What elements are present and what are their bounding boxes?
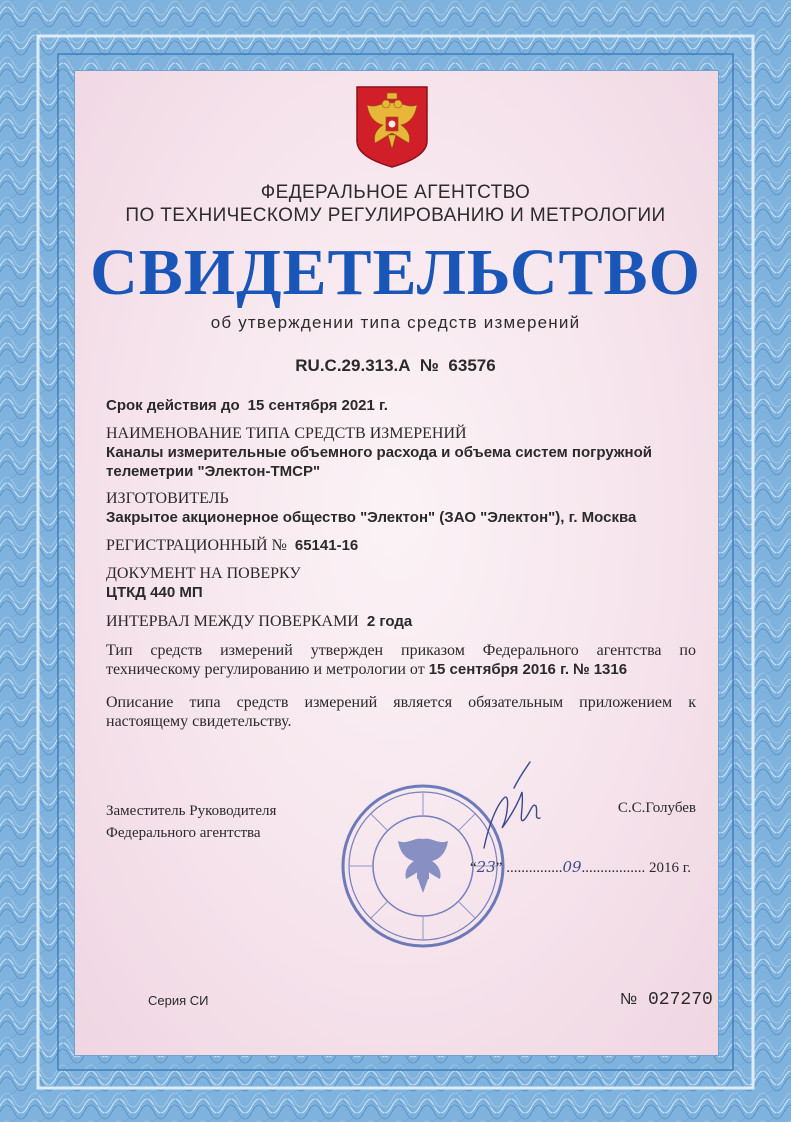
approval-order-sign: №: [572, 661, 590, 678]
registration-row: [106, 536, 696, 555]
verification-document-label: ДОКУМЕНТ НА ПОВЕРКУ: [106, 565, 301, 582]
date-dots-1: ...............: [506, 860, 563, 876]
verification-interval-value: 2 года: [366, 613, 413, 630]
signatory-name: С.С.Голубев: [617, 800, 696, 816]
certificate-number-prefix: RU.C.29.313.A: [295, 356, 411, 375]
document-title: СВИДЕТЕЛЬСТВО: [90, 236, 701, 309]
manufacturer-label: ИЗГОТОВИТЕЛЬ: [106, 490, 229, 507]
approval-order-number: 1316: [593, 661, 628, 678]
coat-of-arms-icon: [353, 83, 431, 169]
date-dots-2: .................: [581, 860, 646, 876]
approval-paragraph: [106, 641, 696, 679]
certificate-number-value: 63576: [448, 356, 496, 375]
registration-label: РЕГИСТРАЦИОННЫЙ №: [106, 537, 287, 554]
signatory-title-line2: Федерального агентства: [106, 825, 261, 841]
registration-value: 65141-16: [294, 537, 359, 554]
manufacturer-value: Закрытое акционерное общество "Электон" (ЗАО "Электон"), г. Москва: [106, 509, 637, 526]
signing-date: [470, 858, 696, 877]
validity-label: Срок действия до: [106, 397, 240, 414]
agency-name-line2: ПО ТЕХНИЧЕСКОМУ РЕГУЛИРОВАНИЮ И МЕТРОЛОГИИ: [125, 205, 666, 226]
instrument-value: Каналы измерительные объемного расхода и объема систем погружной телеметрии "Электон-ТМСР": [106, 444, 652, 480]
approval-text: Тип средств измерений утвержден приказом Федерального агентства по техническому регулированию и метрологии от: [106, 642, 696, 678]
approval-date: 15 сентября 2016 г.: [428, 661, 569, 678]
date-open-quote: “: [470, 860, 477, 876]
verification-interval-row: [106, 612, 696, 631]
validity-row: [106, 396, 696, 415]
validity-value: 15 сентября 2021 г.: [247, 397, 388, 414]
signatory-title-line1: Заместитель Руководителя: [106, 803, 277, 819]
serial-number-row: [620, 990, 713, 1010]
verification-interval-label: ИНТЕРВАЛ МЕЖДУ ПОВЕРКАМИ: [106, 613, 359, 630]
document-subtitle: об утверждении типа средств измерений: [210, 313, 581, 332]
handwritten-signature: [474, 758, 554, 858]
certificate-number-sign: №: [420, 356, 439, 375]
serial-sign: №: [620, 991, 638, 1008]
signatory-title: [106, 800, 366, 844]
series-label: Серия СИ: [148, 993, 209, 1008]
serial-number: 027270: [647, 990, 713, 1010]
date-close-quote: ”: [495, 860, 503, 876]
signing-date-day: 23: [476, 858, 496, 876]
signing-date-month: 09: [562, 858, 582, 876]
instrument-label: НАИМЕНОВАНИЕ ТИПА СРЕДСТВ ИЗМЕРЕНИЙ: [106, 425, 467, 442]
description-note: Описание типа средств измерений является обязательным приложением к настоящему свидетельству.: [106, 694, 696, 730]
agency-name-line1: ФЕДЕРАЛЬНОЕ АГЕНТСТВО: [260, 182, 531, 203]
signing-date-year: 2016 г.: [649, 860, 691, 876]
verification-document-value: ЦТКД 440 МП: [106, 584, 203, 601]
certificate-number: [0, 356, 791, 376]
